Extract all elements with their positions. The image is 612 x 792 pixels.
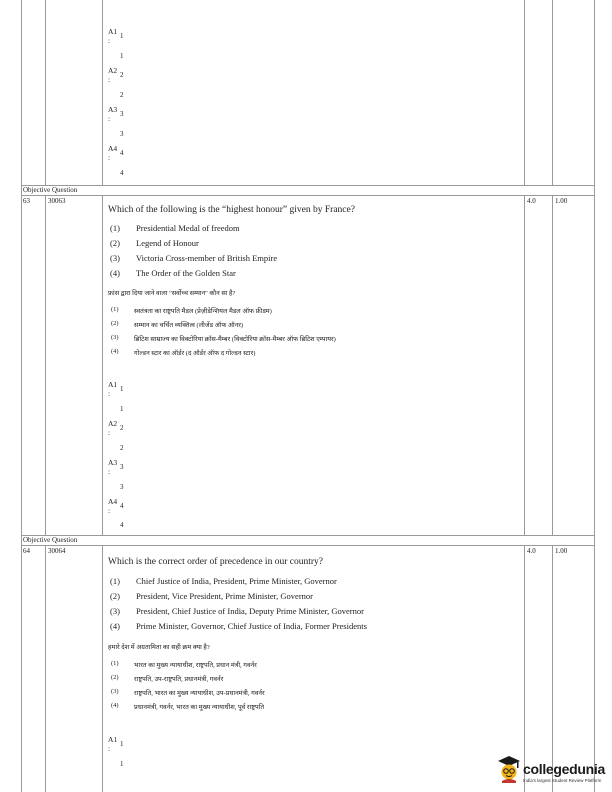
question-id: 30064 [48, 547, 66, 555]
graduate-mascot-icon [497, 755, 521, 783]
answer-value: 4 [120, 502, 124, 510]
hindi-option-text: राष्ट्रपति, उप-राष्ट्रपति, प्रधानमंत्री, गवर्नर [134, 676, 224, 683]
hindi-option-number: (2) [111, 674, 119, 681]
table-border [594, 0, 595, 186]
table-border [552, 0, 553, 186]
option-text: Presidential Medal of freedom [136, 223, 240, 233]
logo-brand-text: collegedunia [523, 761, 605, 777]
answer-value: 3 [120, 110, 124, 118]
answer-label: A1 [108, 380, 118, 389]
hindi-option-number: (1) [111, 306, 119, 313]
option-text: Chief Justice of India, President, Prime Minister, Governor [136, 576, 337, 586]
answer-option-text: 4 [120, 521, 124, 529]
answer-value: 1 [120, 32, 124, 40]
option-number: (3) [110, 606, 120, 616]
hindi-option-text: सम्मान का चर्चित व्यक्तित्व (लीजेंड ऑफ ऑनर) [134, 322, 244, 329]
answer-value: 1 [120, 740, 124, 748]
option-text: The Order of the Golden Star [136, 268, 236, 278]
table-border [45, 545, 46, 792]
hindi-option-number: (3) [111, 688, 119, 695]
option-number: (2) [110, 591, 120, 601]
answer-value: 2 [120, 424, 124, 432]
option-number: (4) [110, 621, 120, 631]
question-text: Which is the correct order of precedence in our country? [108, 557, 323, 567]
question-type: Objective Question [23, 536, 78, 544]
answer-colon: : [108, 389, 111, 398]
answer-option-text: 2 [120, 91, 124, 99]
answer-colon: : [108, 506, 111, 515]
table-border [524, 195, 525, 535]
table-border [102, 0, 103, 186]
hindi-option-text: ब्रिटिश साम्राज्य का विक्टोरिया क्रॉस-मैम्बर (विक्टोरिया क्रॉस-मैम्बर ऑफ ब्रिटिश एम्पायर) [134, 336, 336, 343]
answer-colon: : [108, 467, 111, 476]
answer-option-text: 3 [120, 483, 124, 491]
answer-label: A1 [108, 27, 118, 36]
row-divider [21, 545, 595, 546]
answer-option-text: 1 [120, 52, 124, 60]
row-divider [21, 185, 595, 186]
answer-value: 3 [120, 463, 124, 471]
table-border [45, 195, 46, 535]
hindi-option-number: (3) [111, 334, 119, 341]
collegedunia-logo[interactable] [497, 753, 609, 789]
hindi-option-number: (1) [111, 660, 119, 667]
option-text: Victoria Cross-member of British Empire [136, 253, 278, 263]
answer-colon: : [108, 428, 111, 437]
question-number: 63 [23, 197, 30, 205]
answer-label: A3 [108, 458, 118, 467]
answer-option-text: 2 [120, 444, 124, 452]
hindi-question-text: फ्रांस द्वारा दिया जाने वाला "सर्वोच्च सम्मान" कौन सा है? [108, 290, 236, 297]
hindi-option-text: राष्ट्रपति, भारत का मुख्य न्यायाधीश, उप-प्रधानमंत्री, गवर्नर [134, 690, 265, 697]
option-number: (4) [110, 268, 120, 278]
answer-label: A4 [108, 497, 118, 506]
table-border [45, 0, 46, 186]
question-marks: 4.0 [527, 197, 536, 205]
answer-label: A2 [108, 66, 118, 75]
answer-option-text: 1 [120, 405, 124, 413]
answer-label: A4 [108, 144, 118, 153]
hindi-option-number: (4) [111, 348, 119, 355]
question-marks: 4.0 [527, 547, 536, 555]
question-type: Objective Question [23, 186, 78, 194]
option-number: (1) [110, 576, 120, 586]
answer-label: A1 [108, 735, 118, 744]
answer-value: 4 [120, 149, 124, 157]
hindi-question-text: हमारे देश में अग्रतामिता का सही क्रम क्या है? [108, 644, 210, 651]
logo-tagline: India's largest Student Review Platform [523, 778, 602, 783]
answer-option-text: 3 [120, 130, 124, 138]
table-border [21, 195, 22, 535]
option-text: Legend of Honour [136, 238, 199, 248]
table-border [524, 0, 525, 186]
option-text: President, Vice President, Prime Minister, Governor [136, 591, 313, 601]
answer-value: 2 [120, 71, 124, 79]
answer-colon: : [108, 744, 111, 753]
row-divider [21, 535, 595, 536]
answer-value: 1 [120, 385, 124, 393]
row-divider [21, 195, 595, 196]
table-border [552, 195, 553, 535]
option-number: (1) [110, 223, 120, 233]
table-border [21, 545, 22, 792]
answer-colon: : [108, 114, 111, 123]
option-number: (2) [110, 238, 120, 248]
negative-marks: 1.00 [555, 547, 568, 555]
table-border [594, 185, 595, 195]
answer-colon: : [108, 153, 111, 162]
hindi-option-text: गोल्डन स्टार का ऑर्डर (द ऑर्डर ऑफ द गोल्डन स्टार) [134, 350, 256, 357]
table-border [594, 535, 595, 545]
hindi-option-number: (4) [111, 702, 119, 709]
table-border [102, 545, 103, 792]
option-text: President, Chief Justice of India, Deputy Prime Minister, Governor [136, 606, 364, 616]
hindi-option-text: प्रधानमंत्री, गवर्नर, भारत का मुख्य न्यायाधीश, पूर्व राष्ट्रपति [134, 704, 265, 711]
question-number: 64 [23, 547, 30, 555]
option-text: Prime Minister, Governor, Chief Justice of India, Former Presidents [136, 621, 367, 631]
answer-label: A3 [108, 105, 118, 114]
answer-option-text: 1 [120, 760, 124, 768]
question-id: 30063 [48, 197, 66, 205]
answer-colon: : [108, 75, 111, 84]
answer-label: A2 [108, 419, 118, 428]
hindi-option-number: (2) [111, 320, 119, 327]
table-border [594, 195, 595, 535]
table-border [21, 535, 22, 545]
table-border [102, 195, 103, 535]
hindi-option-text: स्वतंत्रता का राष्ट्रपति मैडल (प्रेज़ीडेन्शियल मैडल ऑफ फ्रीडम) [134, 308, 272, 315]
answer-colon: : [108, 36, 111, 45]
question-text: Which of the following is the “highest honour” given by France? [108, 205, 355, 215]
hindi-option-text: भारत का मुख्य न्यायाधीश, राष्ट्रपति, प्रधान मंत्री, गवर्नर [134, 662, 257, 669]
option-number: (3) [110, 253, 120, 263]
answer-option-text: 4 [120, 169, 124, 177]
negative-marks: 1.00 [555, 197, 568, 205]
table-border [21, 185, 22, 195]
table-border [21, 0, 22, 186]
